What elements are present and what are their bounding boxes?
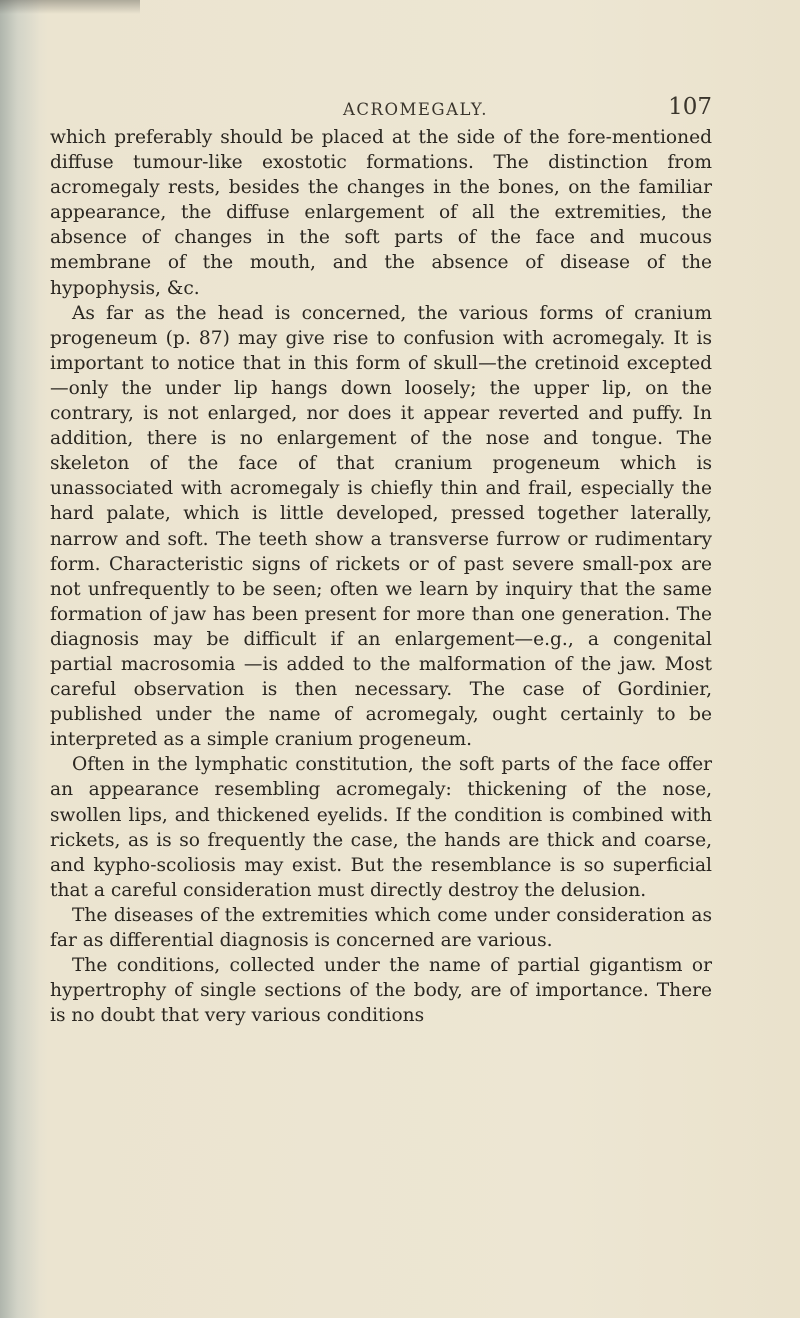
paragraph: As far as the head is concerned, the various forms of cranium progeneum (p. 87) may give rise to confusion with acromegaly. It is important to notice that in this form of skull—the cretinoid excepted—only the under lip hangs down loosely; the upper lip, on the contrary, is not enlarged, nor does it appear reverted and puffy. In addition, there is no enlargement of the nose and tongue. The skeleton of the face of that cranium progeneum which is unassociated with acromegaly is chiefly thin and frail, especially the hard palate, which is little developed, pressed together laterally, narrow and soft. The teeth show a transverse furrow or rudimentary form. Characteristic signs of rickets or of past severe small-pox are not unfrequently to be seen; often we learn by inquiry that the same formation of jaw has been present for more than one generation. The diagnosis may be difficult if an enlargement—e.g., a congenital partial macrosomia —is added to the malformation of the jaw. Most careful observation is then necessary. The case of Gordinier, published under the name of acromegaly, ought certainly to be interpreted as a simple cranium progeneum.	[50, 302, 712, 751]
corner-shadow	[0, 0, 140, 14]
body-text	[50, 125, 712, 1028]
paragraph: The conditions, collected under the name of partial gigantism or hypertrophy of single sections of the body, are of importance. There is no doubt that very various conditions	[50, 955, 712, 1027]
paragraph: which preferably should be placed at the side of the fore-mentioned diffuse tumour-like exostotic formations. The distinction from acromegaly rests, besides the changes in the bones, on the familiar appearance, the diffuse enlargement of all the extremities, the absence of changes in the soft parts of the face and mucous membrane of the mouth, and the absence of disease of the hypophysis, &c.	[50, 127, 712, 299]
page-number: 107	[668, 94, 712, 120]
page-header	[50, 94, 712, 122]
paragraph: Often in the lymphatic constitution, the soft parts of the face offer an appearance resembling acromegaly: thickening of the nose, swollen lips, and thickened eyelids. If the condition is combined with rickets, as is so frequently the case, the hands are thick and coarse, and kypho-scoliosis may exist. But the resemblance is so superficial that a careful consideration must directly destroy the delusion.	[50, 754, 712, 901]
binding-shadow	[0, 0, 40, 1318]
paragraph: The diseases of the extremities which come under consideration as far as differential diagnosis is concerned are various.	[50, 904, 712, 951]
running-head: ACROMEGALY.	[343, 100, 488, 119]
